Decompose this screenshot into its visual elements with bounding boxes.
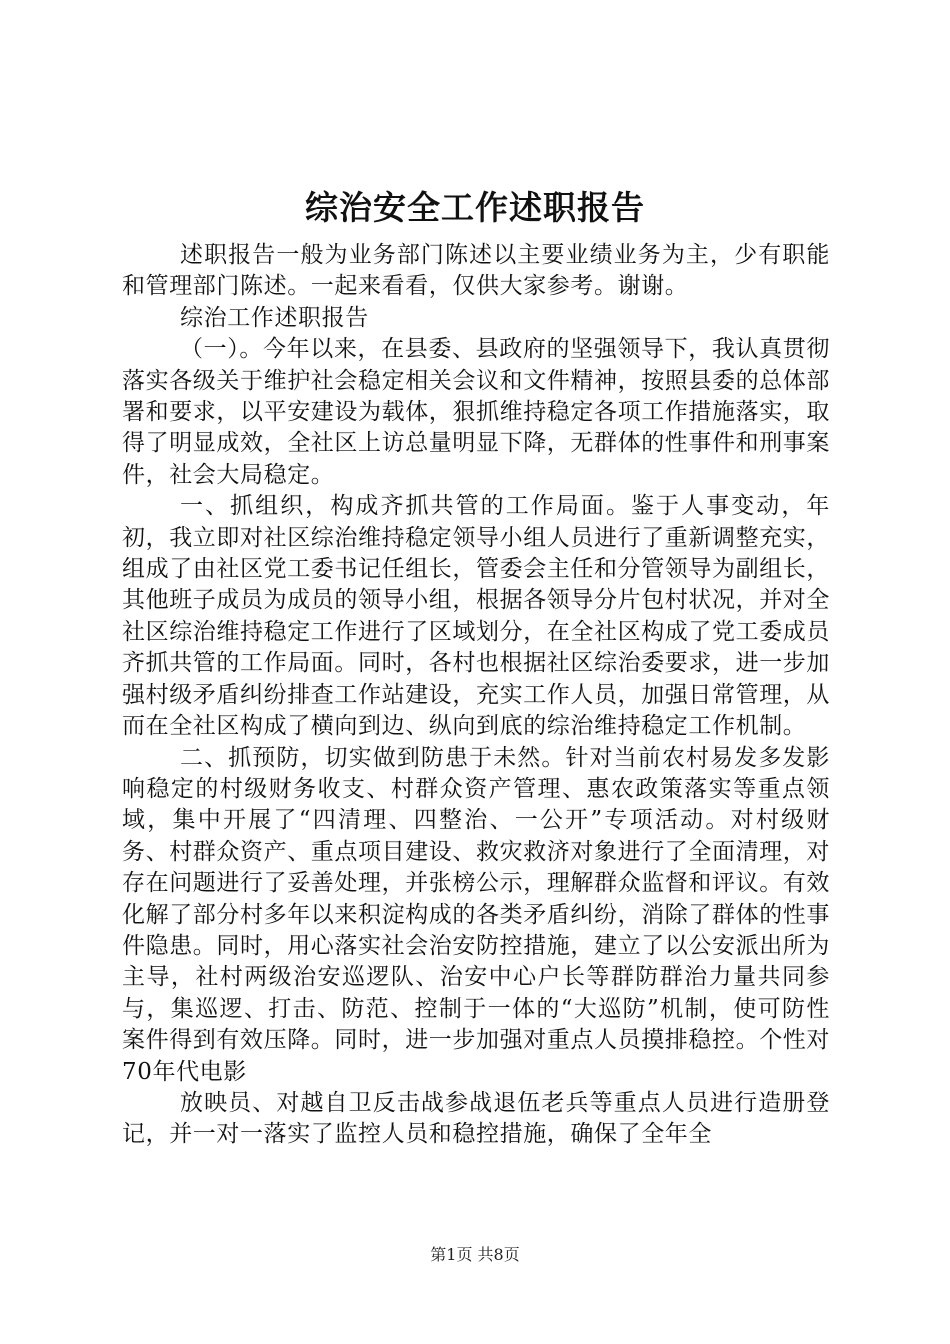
paragraph-subtitle: 综治工作述职报告 — [180, 304, 369, 331]
paragraph-continuation: 放映员、对越自卫反击战参战退伍老兵等重点人员进行造册登记，并一对一落实了监控人员和稳控措施，确保了全年全 — [122, 1089, 830, 1148]
paragraph-organization: 一、抓组织，构成齐抓共管的工作局面。鉴于人事变动，年初，我立即对社区综治维持稳定领导小组人员进行了重新调整充实，组成了由社区党工委书记任组长，管委会主任和分管领导为副组长，其他班子成员为成员的领导小组，根据各领导分片包村状况，并对全社区综治维持稳定工作进行了区域划分，在全社区构成了党工委成员齐抓共管的工作局面。同时，各村也根据社区综治委要求，进一步加强村级矛盾纠纷排查工作站建设，充实工作人员，加强日常管理，从而在全社区构成了横向到边、纵向到底的综治维持稳定工作机制。 — [122, 493, 830, 740]
paragraph-overview: （一）。今年以来，在县委、县政府的坚强领导下，我认真贯彻落实各级关于维护社会稳定相关会议和文件精神，按照县委的总体部署和要求，以平安建设为载体，狠抓维持稳定各项工作措施落实，取得了明显成效，全社区上访总量明显下降，无群体的性事件和刑事案件，社会大局稳定。 — [122, 336, 830, 488]
paragraph-intro: 述职报告一般为业务部门陈述以主要业绩业务为主，少有职能和管理部门陈述。一起来看看，仅供大家参考。谢谢。 — [122, 242, 830, 300]
page-number-footer: 第1页 共8页 — [430, 1245, 520, 1264]
document-body — [122, 240, 830, 1151]
document-title: 综治安全工作述职报告 — [305, 188, 645, 227]
paragraph-prevention: 二、抓预防，切实做到防患于未然。针对当前农村易发多发影响稳定的村级财务收支、村群众资产管理、惠农政策落实等重点领域，集中开展了“四清理、四整治、一公开”专项活动。对村级财务、村群众资产、重点项目建设、救灾救济对象进行了全面清理，对存在问题进行了妥善处理，并张榜公示，理解群众监督和评议。有效化解了部分村多年以来积淀构成的各类矛盾纠纷，消除了群体的性事件隐患。同时，用心落实社会治安防控措施，建立了以公安派出所为主导，社村两级治安巡逻队、治安中心户长等群防群治力量共同参与，集巡逻、打击、防范、控制于一体的“大巡防”机制，使可防性案件得到有效压降。同时，进一步加强对重点人员摸排稳控。个性对70年代电影 — [122, 744, 830, 1085]
